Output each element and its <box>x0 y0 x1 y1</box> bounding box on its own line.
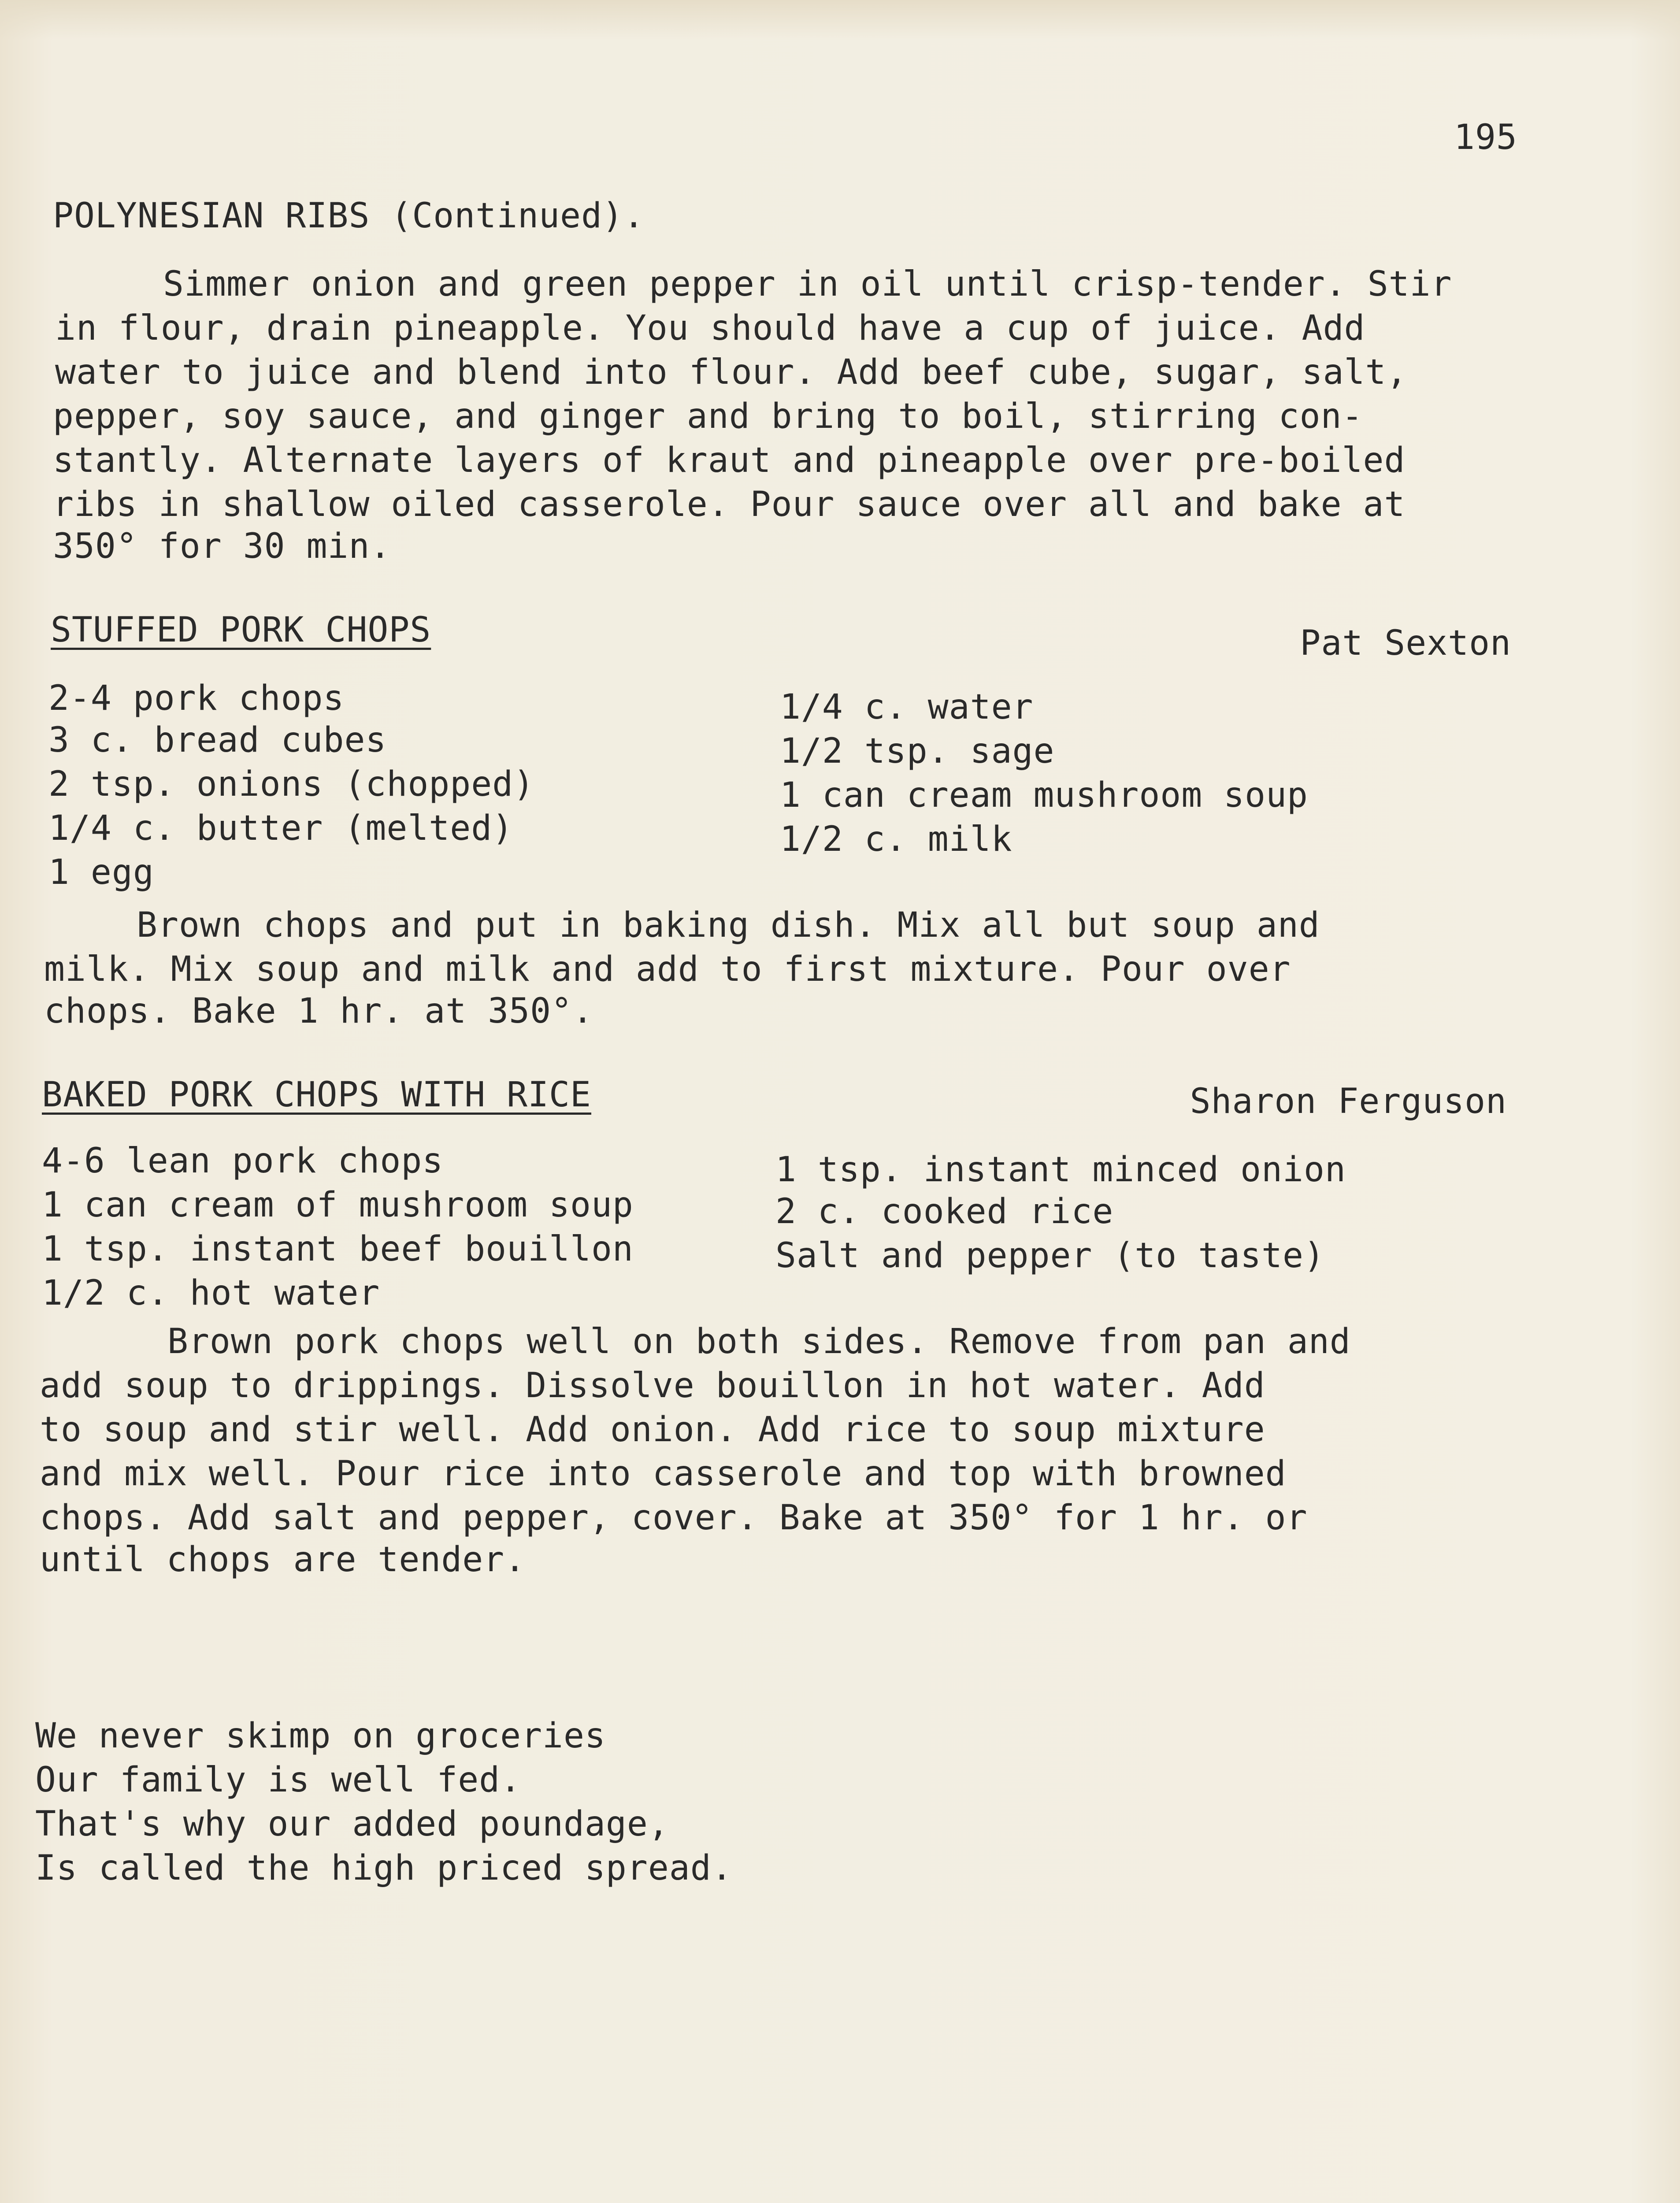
ingredient: Salt and pepper (to taste) <box>775 1236 1325 1276</box>
recipe-text-line: 350° for 30 min. <box>53 527 391 566</box>
recipe-author: Sharon Ferguson <box>1190 1082 1507 1121</box>
poem-line: That's why our added poundage, <box>35 1804 669 1844</box>
ingredient: 4-6 lean pork chops <box>42 1141 444 1181</box>
poem-line: Is called the high priced spread. <box>35 1848 733 1888</box>
recipe-text-line: chops. Bake 1 hr. at 350°. <box>44 991 593 1031</box>
ingredient: 2 c. cooked rice <box>775 1192 1114 1231</box>
ingredient: 1/2 c. milk <box>780 820 1012 859</box>
ingredient: 2 tsp. onions (chopped) <box>48 764 535 804</box>
ingredient: 1/2 c. hot water <box>42 1273 380 1313</box>
page-edge-shadow <box>0 0 1680 40</box>
recipe-text-line: ribs in shallow oiled casserole. Pour sauce over all and bake at <box>53 485 1406 524</box>
poem-line: Our family is well fed. <box>35 1760 522 1800</box>
ingredient: 3 c. bread cubes <box>48 720 387 760</box>
recipe-title-stuffed-pork-chops: STUFFED PORK CHOPS <box>51 610 431 650</box>
page-number: 195 <box>1454 118 1517 157</box>
ingredient: 1 can cream of mushroom soup <box>42 1185 634 1225</box>
recipe-text-line: stantly. Alternate layers of kraut and pineapple over pre-boiled <box>53 441 1406 480</box>
ingredient: 1 tsp. instant minced onion <box>775 1150 1346 1190</box>
recipe-title-baked-pork-chops-with-rice: BAKED PORK CHOPS WITH RICE <box>42 1075 591 1115</box>
recipe-text-line: Brown pork chops well on both sides. Remove from pan and <box>167 1322 1351 1361</box>
ingredient: 1/4 c. water <box>780 687 1034 727</box>
ingredient: 1 tsp. instant beef bouillon <box>42 1229 634 1269</box>
recipe-text-line: to soup and stir well. Add onion. Add rice to soup mixture <box>40 1410 1265 1450</box>
recipe-text-line: and mix well. Pour rice into casserole and top with browned <box>40 1454 1287 1494</box>
recipe-title-polynesian-ribs: POLYNESIAN RIBS (Continued). <box>53 196 645 236</box>
recipe-text-line: pepper, soy sauce, and ginger and bring to boil, stirring con- <box>53 397 1363 436</box>
recipe-text-line: Simmer onion and green pepper in oil until crisp-tender. Stir <box>163 264 1452 304</box>
recipe-text-line: water to juice and blend into flour. Add beef cube, sugar, salt, <box>55 352 1408 392</box>
ingredient: 1 egg <box>48 853 154 892</box>
ingredient: 2-4 pork chops <box>48 679 345 718</box>
recipe-author: Pat Sexton <box>1300 623 1511 663</box>
recipe-text-line: Brown chops and put in baking dish. Mix all but soup and <box>137 905 1320 945</box>
ingredient: 1/2 tsp. sage <box>780 731 1055 771</box>
ingredient: 1/4 c. butter (melted) <box>48 809 514 848</box>
recipe-text-line: until chops are tender. <box>40 1540 526 1580</box>
recipe-text-line: chops. Add salt and pepper, cover. Bake at 350° for 1 hr. or <box>40 1498 1308 1538</box>
recipe-text-line: add soup to drippings. Dissolve bouillon in hot water. Add <box>40 1366 1265 1406</box>
ingredient: 1 can cream mushroom soup <box>780 775 1308 815</box>
poem-line: We never skimp on groceries <box>35 1716 606 1756</box>
recipe-text-line: milk. Mix soup and milk and add to first mixture. Pour over <box>44 949 1291 989</box>
recipe-text-line: in flour, drain pineapple. You should have a cup of juice. Add <box>55 308 1365 348</box>
